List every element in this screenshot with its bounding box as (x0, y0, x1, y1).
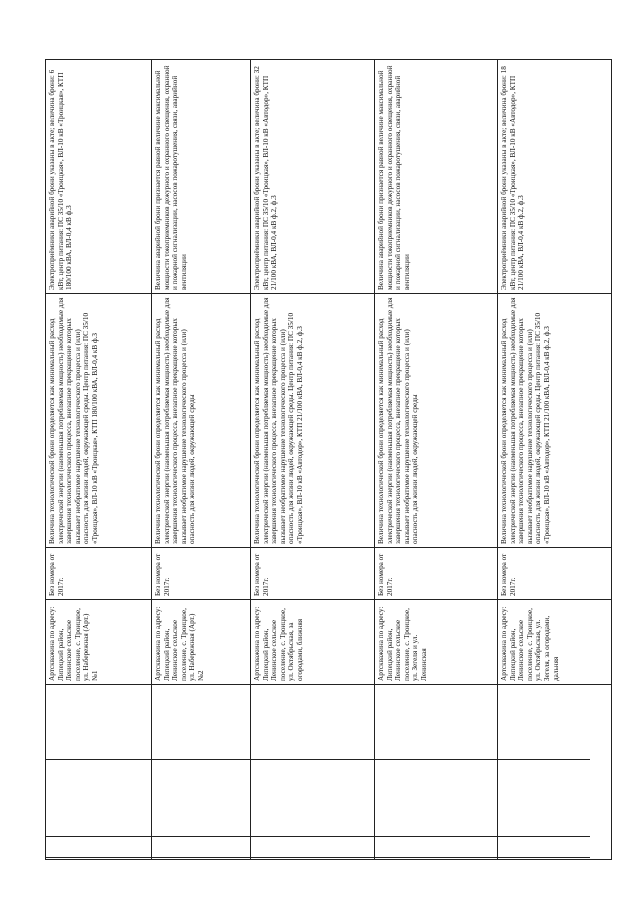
emergency-reserve-cell: Электроприёмники аварийной брони указаны в акте; величина брони: 6 кВт, центр питания: ПС 35/10 «Троицкая», ВЛ-10 кВ «Троицкая», КТП 180/100 кВА, ВЛ-0,4 кВ ф.3 (46, 60, 152, 294)
number-cell: Без номера от 2017г. (152, 548, 251, 600)
tech-reserve-cell: Величина технологической брони определяется как минимальный расход электрической энергии (наименьшая потребляемая мощность) необходимые для завершения технологического процесса, внезапное прекращение которых вызывает необратимое нарушение технологического процесса и (или) опасность для жизни людей, окружающей среды. Центр питания: ПС 35/10 «Троицкая», ВЛ-10 кВ «Автодор», КТП 21/100 кВА, ВЛ-0,4 кВ ф.2, ф.3 (498, 294, 612, 548)
tech-reserve-cell: Величина технологической брони определяется как минимальный расход электрической энергии (наименьшая потребляемая мощность) необходимые для завершения технологического процесса, внезапное прекращение которых вызывает необратимое нарушение технологического процесса и (или) опасность для жизни людей, окружающей среды. Центр питания: ПС 35/10 «Троицкая», ВЛ-10 кВ «Троицкая», КТП 180/100 кВА, ВЛ-0,4 кВ ф.3 (46, 294, 152, 548)
tech-reserve-cell: Величина технологической брони определяется как минимальный расход электрической энергии (наименьшая потребляемая мощность) необходимые для завершения технологического процесса, внезапное прекращение которых вызывает необратимое нарушение технологического процесса и (или) опасность для жизни людей, окружающей среды (375, 294, 498, 548)
empty-cell (46, 685, 152, 860)
object-cell: Артскважина по адресу: Липецкий район, Ленинское сельское поселение, с. Троицкое, ул. Зегеля и ул. Ленинская (375, 600, 498, 685)
rotated-page (45, 60, 590, 860)
table-row (498, 60, 612, 860)
number-cell: Без номера от 2017г. (46, 548, 152, 600)
emergency-reserve-cell: Величина аварийной брони признается равной величине максимальной мощности токоприемников дежурного и охранного освещения, охранной и пожарной сигнализации, насосов пожаротушения, связи, аварийной вентиляции (375, 60, 498, 294)
emergency-reserve-cell: Электроприёмники аварийной брони указаны в акте; величина брони: 32 кВт, центр питания: ПС 35/10 «Троицкая», ВЛ-10 кВ «Автодор», КТП 21/100 кВА, ВЛ-0,4 кВ ф.2, ф.3 (251, 60, 375, 294)
object-cell: Артскважина по адресу: Липецкий район, Ленинское сельское поселение, с. Троицкое, ул. Октябрьская, ул. Зегеля, за огородами, дальняя (498, 600, 612, 685)
number-cell: Без номера от 2017г. (375, 548, 498, 600)
table-row (46, 60, 152, 860)
empty-cell (375, 685, 498, 860)
empty-cell (251, 685, 375, 860)
emergency-reserve-cell: Величина аварийной брони признается равной величине максимальной мощности токоприемников дежурного и охранного освещения, охранной и пожарной сигнализации, насосов пожаротушения, связи, аварийной вентиляции (152, 60, 251, 294)
table-row (152, 60, 251, 860)
table-row (251, 60, 375, 860)
emergency-reserve-cell: Электроприёмники аварийной брони указаны в акте; величина брони: 18 кВт, центр питания: ПС 35/10 «Троицкая», ВЛ-10 кВ «Автодор», КТП 21/100 кВА, ВЛ-0,4 кВ ф.2, ф.3 (498, 60, 612, 294)
tech-reserve-cell: Величина технологической брони определяется как минимальный расход электрической энергии (наименьшая потребляемая мощность) необходимые для завершения технологического процесса, внезапное прекращение которых вызывает необратимое нарушение технологического процесса и (или) опасность для жизни людей, окружающей среды. Центр питания: ПС 35/10 «Троицкая», ВЛ-10 кВ «Автодор», КТП 21/100 кВА, ВЛ-0,4 кВ ф.2, ф.3 (251, 294, 375, 548)
reserve-table (45, 59, 612, 860)
empty-cell (152, 685, 251, 860)
tech-reserve-cell: Величина технологической брони определяется как минимальный расход электрической энергии (наименьшая потребляемая мощность) необходимые для завершения технологического процесса, внезапное прекращение которых вызывает необратимое нарушение технологического процесса и (или) опасность для жизни людей, окружающей среды (152, 294, 251, 548)
number-cell: Без номера от 2017г. (251, 548, 375, 600)
table-row (375, 60, 498, 860)
object-cell: Артскважина по адресу: Липецкий район, Ленинское сельское поселение, с. Троицкое, ул. Набережная (Арт.) №1 (46, 600, 152, 685)
number-cell: Без номера от 2017г. (498, 548, 612, 600)
empty-cell (498, 685, 612, 860)
page-rule (45, 759, 590, 760)
object-cell: Артскважина по адресу: Липецкий район, Ленинское сельское поселение, с. Троицкое, ул. Октябрьская, за огородами, ближняя (251, 600, 375, 685)
page-rule (45, 857, 590, 858)
page-rule (45, 836, 590, 837)
object-cell: Артскважина по адресу: Липецкий район, Ленинское сельское поселение, с. Троицкое, ул. Набережная (Арт.) №2 (152, 600, 251, 685)
